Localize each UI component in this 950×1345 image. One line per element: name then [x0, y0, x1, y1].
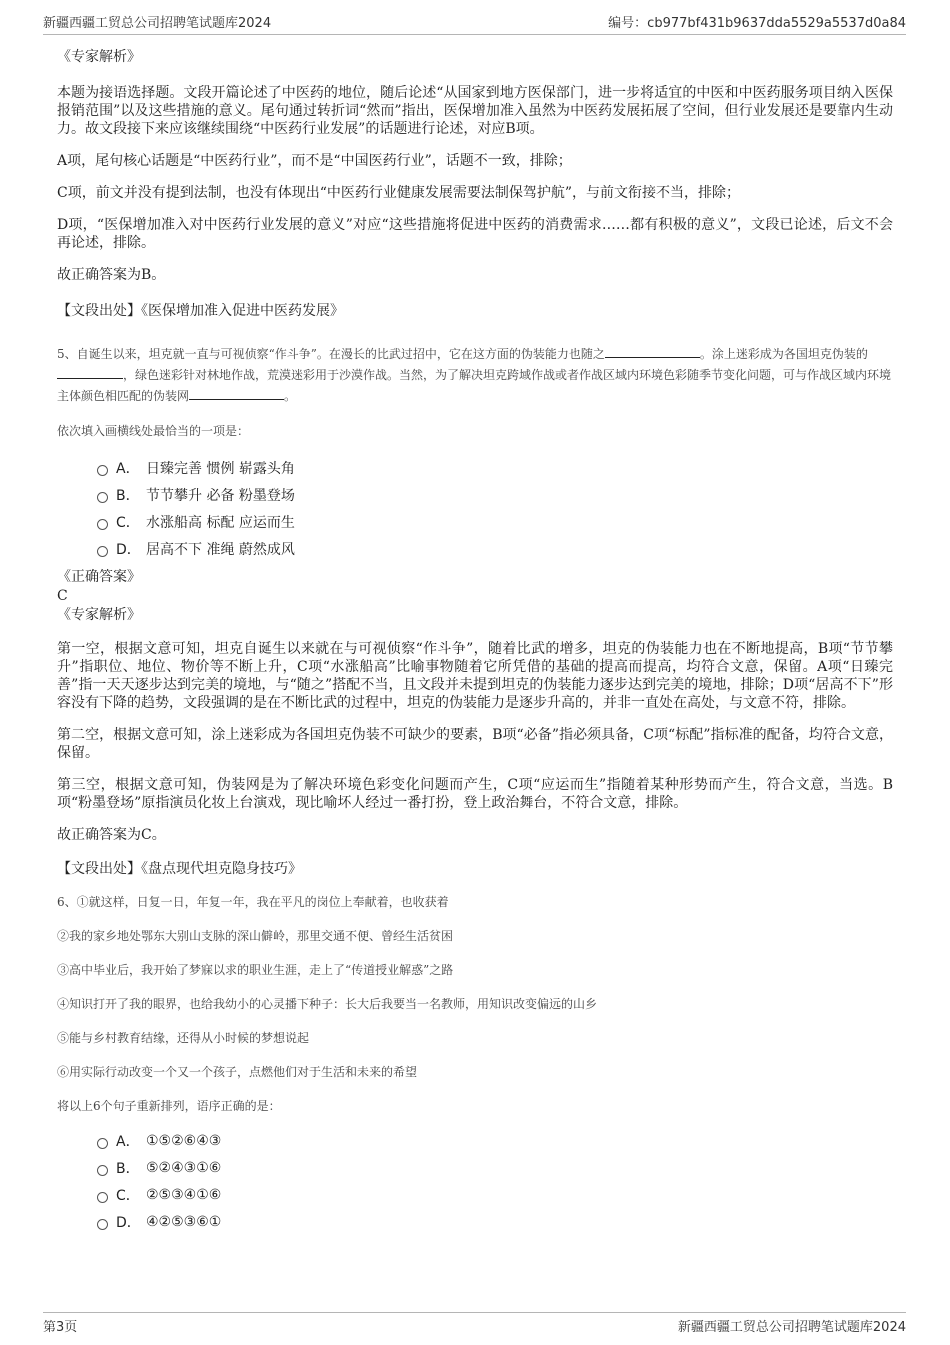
q5-analysis-p3: 第三空，根据文意可知，伪装网是为了解决环境色彩变化问题而产生，C项“应运而生”指随着某种形势而产生，符合文意，当选。B项“粉墨登场”原指演员化妆上台演戏，现比喻坏人经过一番打扮，登上政治舞台，不符合文意，排除。: [57, 777, 893, 811]
q5-analysis-p1: 第一空，根据文意可知，坦克自诞生以来就在与可视侦察“作斗争”，随着比武的增多，坦克的伪装能力也在不断地提高，B项“节节攀升”指职位、地位、物价等不断上升，C项“水涨船高”比喻事物随着它所凭借的基础的提高而提高，均符合文意，保留。A项“日臻完善”指一天天逐步达到完美的境地，与“随之”搭配不当，且文段并未提到坦克的伪装能力逐步达到完美的境地，排除；D项“居高不下”形容没有下降的趋势，文段强调的是在不断比武的过程中，坦克的伪装能力是逐步升高的，并非一直处在高处，与文意不符，排除。: [57, 641, 893, 711]
header-serial: 编号：cb977bf431b9637dda5529a5537d0a84: [608, 16, 906, 31]
q5-stem-part-a: 5、自诞生以来，坦克就一直与可视侦察“作斗争”。在漫长的比武过招中，它在这方面的伪装能力也随之: [57, 347, 605, 361]
q5-answer-label: 《正确答案》: [57, 569, 141, 585]
q5-blank-2: [57, 366, 123, 379]
q5-stem-part-d: 。: [284, 389, 297, 403]
q4-analysis-p1: 本题为接语选择题。文段开篇论述了中医药的地位，随后论述“从国家到地方医保部门，进一步将适宜的中医和中医药服务项目纳入医保报销范围”以及这些措施的意义。尾句通过转折词“然而”指出，医保增加准入虽然为中医药发展拓展了空间，但行业发展还是要靠内生动力。故文段接下来应该继续围绕“中医药行业发展”的话题进行论述，对应B项。: [57, 85, 893, 137]
q4-analysis-c: C项，前文并没有提到法制，也没有体现出“中医药行业健康发展需要法制保驾护航”，与前文衔接不当，排除；: [57, 185, 741, 201]
q5-source: 【文段出处】《盘点现代坦克隐身技巧》: [57, 861, 302, 877]
q5-stem-part-c: ，绿色迷彩针对林地作战，荒漠迷彩用于沙漠作战。当然，为了解决坦克跨域作战或者作战区域内环境色彩随季节变化问题，可与作战区域内环境主体颜色相匹配的伪装网: [57, 368, 892, 403]
radio-icon[interactable]: [97, 546, 108, 557]
q4-analysis-a: A项，尾句核心话题是“中医药行业”，而不是“中国医药行业”，话题不一致，排除；: [57, 153, 572, 169]
q5-options: [97, 454, 893, 562]
q5-blank-3: [189, 387, 284, 400]
radio-icon[interactable]: [97, 1138, 108, 1149]
q5-instruction: 依次填入画横线处最恰当的一项是：: [57, 424, 250, 438]
q6-option-b[interactable]: B． ⑤②④③①⑥: [97, 1154, 893, 1181]
page-content: [57, 46, 893, 1235]
page-footer: [43, 1312, 906, 1335]
q5-expert-label: 《专家解析》: [57, 607, 141, 623]
q5-option-a[interactable]: A． 日臻完善 惯例 崭露头角: [97, 454, 893, 481]
page-number: 第3页: [43, 1320, 78, 1335]
radio-icon[interactable]: [97, 1219, 108, 1230]
q6-option-c[interactable]: C． ②⑤③④①⑥: [97, 1181, 893, 1208]
q4-conclusion: 故正确答案为B。: [57, 267, 166, 283]
radio-icon[interactable]: [97, 519, 108, 530]
q5-option-d[interactable]: D． 居高不下 准绳 蔚然成风: [97, 535, 893, 562]
q6-sentences: [57, 892, 893, 1083]
q6-sentence-4: ④知识打开了我的眼界，也给我幼小的心灵播下种子：长大后我要当一名教师，用知识改变偏远的山乡: [57, 997, 598, 1011]
q5-option-c[interactable]: C． 水涨船高 标配 应运而生: [97, 508, 893, 535]
q5-blank-1: [605, 345, 700, 358]
header-title: 新疆西疆工贸总公司招聘笔试题库2024: [43, 16, 272, 31]
page-header: [43, 12, 906, 35]
q6-instruction: 将以上6个句子重新排列，语序正确的是：: [57, 1099, 281, 1113]
radio-icon[interactable]: [97, 492, 108, 503]
q6-sentence-5: ⑤能与乡村教育结缘，还得从小时候的梦想说起: [57, 1031, 310, 1045]
radio-icon[interactable]: [97, 465, 108, 476]
q4-source: 【文段出处】《医保增加准入促进中医药发展》: [57, 303, 344, 319]
q5-answer: C: [57, 588, 68, 604]
radio-icon[interactable]: [97, 1192, 108, 1203]
q5-option-b[interactable]: B． 节节攀升 必备 粉墨登场: [97, 481, 893, 508]
q6-options: [97, 1127, 893, 1235]
q5-conclusion: 故正确答案为C。: [57, 827, 166, 843]
q5-stem: [57, 344, 893, 407]
q6-option-d[interactable]: D． ④②⑤③⑥①: [97, 1208, 893, 1235]
q6-sentence-3: ③高中毕业后，我开始了梦寐以求的职业生涯，走上了“传道授业解惑”之路: [57, 963, 454, 977]
q6-sentence-2: ②我的家乡地处鄂东大别山支脉的深山僻岭，那里交通不便、曾经生活贫困: [57, 929, 454, 943]
q6-sentence-1: 6、①就这样，日复一日，年复一年，我在平凡的岗位上奉献着，也收获着: [57, 895, 449, 909]
q5-stem-part-b: 。涂上迷彩成为各国坦克伪装的: [699, 347, 868, 361]
footer-title: 新疆西疆工贸总公司招聘笔试题库2024: [677, 1320, 906, 1335]
q5-analysis-p2: 第二空，根据文意可知，涂上迷彩成为各国坦克伪装不可缺少的要素，B项“必备”指必须具备，C项“标配”指标准的配备，均符合文意，保留。: [57, 727, 893, 761]
q4-analysis-d: D项，“医保增加准入对中医药行业发展的意义”对应“这些措施将促进中医药的消费需求……都有积极的意义”，文段已论述，后文不会再论述，排除。: [57, 217, 893, 251]
q4-expert-label: 《专家解析》: [57, 49, 141, 65]
radio-icon[interactable]: [97, 1165, 108, 1176]
q6-sentence-6: ⑥用实际行动改变一个又一个孩子，点燃他们对于生活和未来的希望: [57, 1065, 418, 1079]
q6-option-a[interactable]: A． ①⑤②⑥④③: [97, 1127, 893, 1154]
